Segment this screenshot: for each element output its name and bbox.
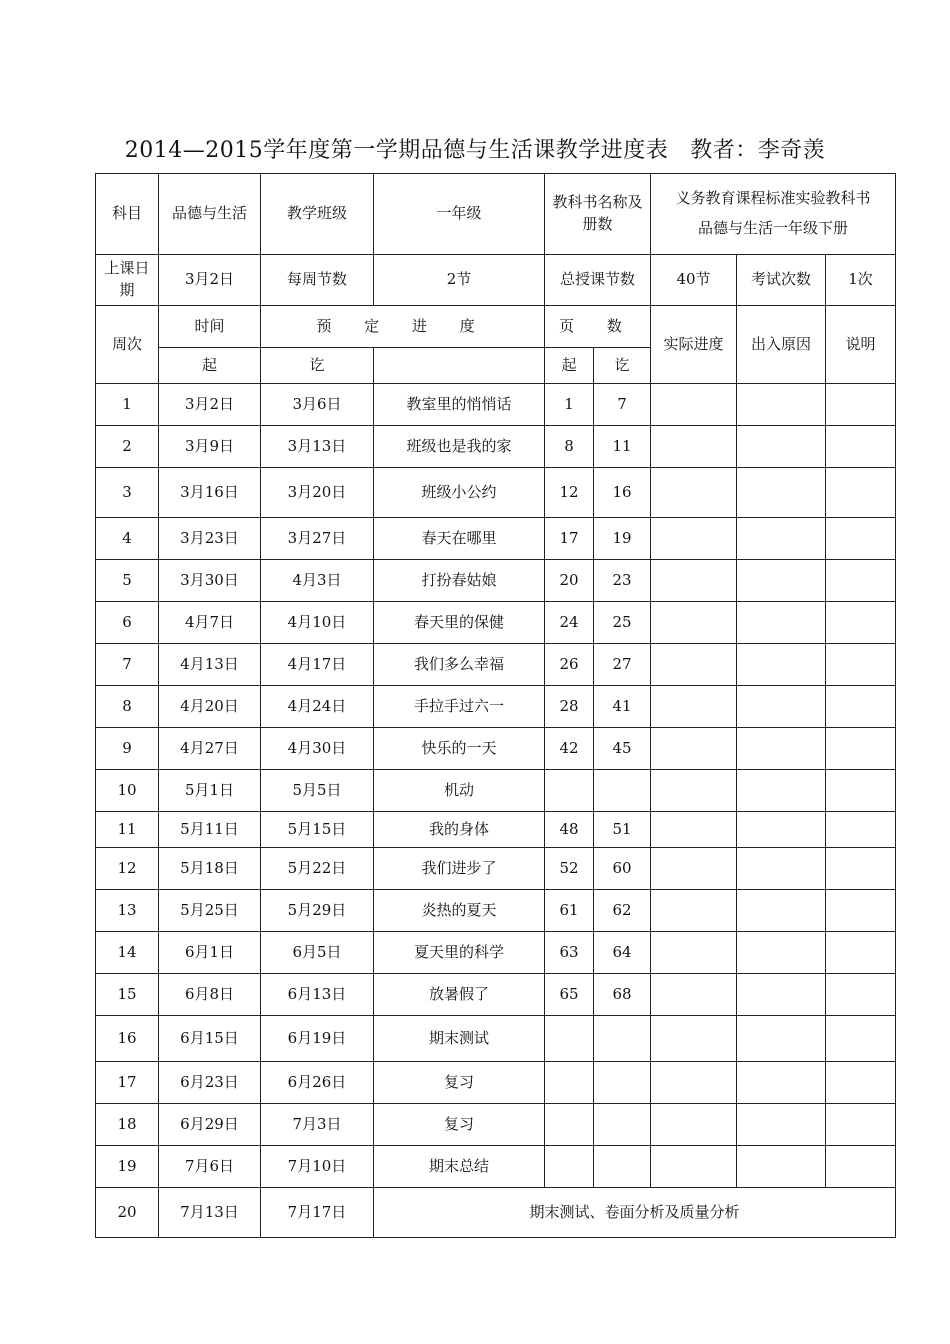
week-cell: 18 [96,1104,159,1146]
from-date-cell: 3月9日 [159,426,261,468]
page-from-cell: 24 [545,602,594,644]
week-cell: 14 [96,932,159,974]
note-cell [826,644,896,686]
page-to-cell: 7 [594,384,651,426]
actual-cell [651,974,737,1016]
textbook-line1: 义务教育课程标准实验教科书 [675,189,871,208]
start-date-value: 3月2日 [159,255,261,306]
from-date-cell: 3月23日 [159,518,261,560]
page-from-cell [545,1062,594,1104]
to-date-cell: 4月24日 [261,686,374,728]
week-cell: 1 [96,384,159,426]
content-cell: 我们多么幸福 [374,644,545,686]
note-cell [826,932,896,974]
reason-cell [737,560,826,602]
actual-cell [651,686,737,728]
from-date-cell: 5月18日 [159,848,261,890]
to-date-cell: 5月22日 [261,848,374,890]
title-main: 2014—2015学年度第一学期品德与生活课教学进度表 [124,138,669,163]
page-to-cell: 51 [594,812,651,848]
week-cell: 17 [96,1062,159,1104]
from-date-cell: 7月6日 [159,1146,261,1188]
page-from-cell: 63 [545,932,594,974]
page-to-cell: 68 [594,974,651,1016]
to-date-cell: 7月17日 [261,1188,374,1238]
actual-cell [651,468,737,518]
from-date-cell: 3月2日 [159,384,261,426]
page-to-cell: 16 [594,468,651,518]
table-row [96,468,896,518]
class-label: 教学班级 [261,174,374,255]
table-row [96,728,896,770]
table-row [96,1104,896,1146]
from-date-cell: 5月25日 [159,890,261,932]
info-row-1 [96,174,896,255]
actual-cell [651,770,737,812]
table-row [96,890,896,932]
page-to-cell: 60 [594,848,651,890]
note-cell [826,848,896,890]
reason-cell [737,1062,826,1104]
page-to-cell [594,1146,651,1188]
content-cell: 期末测试 [374,1016,545,1062]
header-actual: 实际进度 [651,306,737,384]
note-cell [826,560,896,602]
weekly-label: 每周节数 [261,255,374,306]
note-cell [826,426,896,468]
page-to-cell: 11 [594,426,651,468]
from-date-cell: 6月23日 [159,1062,261,1104]
textbook-value [651,174,896,255]
header-reason: 出入原因 [737,306,826,384]
schedule-table [95,173,896,1238]
week-cell: 9 [96,728,159,770]
from-date-cell: 4月7日 [159,602,261,644]
week-cell: 20 [96,1188,159,1238]
table-row [96,518,896,560]
note-cell [826,728,896,770]
to-date-cell: 3月27日 [261,518,374,560]
to-date-cell: 6月26日 [261,1062,374,1104]
week-cell: 7 [96,644,159,686]
page-from-cell [545,1146,594,1188]
page-to-cell: 62 [594,890,651,932]
actual-cell [651,728,737,770]
info-row-2 [96,255,896,306]
start-date-label: 上课日期 [96,255,159,306]
content-cell: 复习 [374,1104,545,1146]
actual-cell [651,932,737,974]
from-date-cell: 6月8日 [159,974,261,1016]
reason-cell [737,812,826,848]
to-date-cell: 4月30日 [261,728,374,770]
actual-cell [651,1146,737,1188]
header-row-1 [96,306,896,348]
actual-cell [651,426,737,468]
week-cell: 8 [96,686,159,728]
page-from-cell: 20 [545,560,594,602]
reason-cell [737,1104,826,1146]
content-cell: 快乐的一天 [374,728,545,770]
page-from-cell: 42 [545,728,594,770]
note-cell [826,602,896,644]
header-page-from: 起 [545,348,594,384]
page-to-cell: 27 [594,644,651,686]
header-pages: 页 数 [545,306,651,348]
page-to-cell: 25 [594,602,651,644]
reason-cell [737,384,826,426]
note-cell [826,770,896,812]
page-from-cell: 17 [545,518,594,560]
title-teacher: 教者：李奇羡 [690,138,826,163]
page-to-cell: 64 [594,932,651,974]
header-page-to: 讫 [594,348,651,384]
page-from-cell: 61 [545,890,594,932]
note-cell [826,468,896,518]
content-cell: 复习 [374,1062,545,1104]
week-cell: 10 [96,770,159,812]
page-title [0,133,950,164]
note-cell [826,1062,896,1104]
page-from-cell: 52 [545,848,594,890]
page-from-cell: 1 [545,384,594,426]
note-cell [826,1146,896,1188]
to-date-cell: 7月3日 [261,1104,374,1146]
week-cell: 19 [96,1146,159,1188]
table-row [96,426,896,468]
content-cell: 我们进步了 [374,848,545,890]
note-cell [826,890,896,932]
actual-cell [651,644,737,686]
week-cell: 4 [96,518,159,560]
to-date-cell: 6月13日 [261,974,374,1016]
table-row [96,1016,896,1062]
textbook-label: 教科书名称及册数 [545,174,651,255]
page-to-cell [594,1016,651,1062]
week-cell: 15 [96,974,159,1016]
note-cell [826,686,896,728]
actual-cell [651,1062,737,1104]
content-cell: 放暑假了 [374,974,545,1016]
to-date-cell: 3月20日 [261,468,374,518]
table-row [96,1146,896,1188]
reason-cell [737,1146,826,1188]
class-value: 一年级 [374,174,545,255]
reason-cell [737,602,826,644]
total-value: 40节 [651,255,737,306]
reason-cell [737,426,826,468]
reason-cell [737,932,826,974]
content-cell: 机动 [374,770,545,812]
table-row [96,1062,896,1104]
week-cell: 2 [96,426,159,468]
actual-cell [651,1016,737,1062]
actual-cell [651,1104,737,1146]
note-cell [826,1104,896,1146]
from-date-cell: 4月20日 [159,686,261,728]
content-cell: 期末总结 [374,1146,545,1188]
reason-cell [737,1016,826,1062]
from-date-cell: 7月13日 [159,1188,261,1238]
subject-label: 科目 [96,174,159,255]
page-to-cell: 19 [594,518,651,560]
table-row [96,770,896,812]
content-cell: 春天在哪里 [374,518,545,560]
from-date-cell: 5月11日 [159,812,261,848]
content-cell: 期末测试、卷面分析及质量分析 [374,1188,896,1238]
table-row [96,644,896,686]
to-date-cell: 6月5日 [261,932,374,974]
note-cell [826,384,896,426]
page-to-cell: 45 [594,728,651,770]
table-row [96,384,896,426]
to-date-cell: 3月6日 [261,384,374,426]
actual-cell [651,890,737,932]
from-date-cell: 6月1日 [159,932,261,974]
table-row [96,560,896,602]
reason-cell [737,848,826,890]
textbook-line2: 品德与生活一年级下册 [697,219,848,237]
table-row [96,932,896,974]
note-cell [826,1016,896,1062]
to-date-cell: 3月13日 [261,426,374,468]
page-to-cell [594,770,651,812]
week-cell: 6 [96,602,159,644]
actual-cell [651,848,737,890]
header-content-blank [374,348,545,384]
actual-cell [651,812,737,848]
week-cell: 12 [96,848,159,890]
header-plan: 预 定 进 度 [261,306,545,348]
table-row [96,686,896,728]
week-cell: 13 [96,890,159,932]
note-cell [826,974,896,1016]
from-date-cell: 6月15日 [159,1016,261,1062]
actual-cell [651,384,737,426]
subject-value: 品德与生活 [159,174,261,255]
content-cell: 我的身体 [374,812,545,848]
page-from-cell [545,770,594,812]
reason-cell [737,518,826,560]
reason-cell [737,728,826,770]
header-note: 说明 [826,306,896,384]
table-row [96,848,896,890]
page-from-cell: 12 [545,468,594,518]
from-date-cell: 4月13日 [159,644,261,686]
from-date-cell: 4月27日 [159,728,261,770]
from-date-cell: 3月16日 [159,468,261,518]
reason-cell [737,770,826,812]
actual-cell [651,560,737,602]
content-cell: 打扮春姑娘 [374,560,545,602]
page-from-cell: 8 [545,426,594,468]
week-cell: 3 [96,468,159,518]
actual-cell [651,518,737,560]
week-cell: 16 [96,1016,159,1062]
to-date-cell: 6月19日 [261,1016,374,1062]
page-from-cell: 28 [545,686,594,728]
content-cell: 教室里的悄悄话 [374,384,545,426]
to-date-cell: 5月29日 [261,890,374,932]
reason-cell [737,686,826,728]
note-cell [826,518,896,560]
page-to-cell [594,1062,651,1104]
reason-cell [737,974,826,1016]
header-from: 起 [159,348,261,384]
header-to: 讫 [261,348,374,384]
from-date-cell: 6月29日 [159,1104,261,1146]
from-date-cell: 5月1日 [159,770,261,812]
page-to-cell: 41 [594,686,651,728]
actual-cell [651,602,737,644]
weekly-value: 2节 [374,255,545,306]
reason-cell [737,890,826,932]
header-week: 周次 [96,306,159,384]
to-date-cell: 5月5日 [261,770,374,812]
page-to-cell: 23 [594,560,651,602]
content-cell: 班级也是我的家 [374,426,545,468]
table-row [96,602,896,644]
reason-cell [737,468,826,518]
to-date-cell: 7月10日 [261,1146,374,1188]
content-cell: 春天里的保健 [374,602,545,644]
page-from-cell: 65 [545,974,594,1016]
header-time: 时间 [159,306,261,348]
page-from-cell: 26 [545,644,594,686]
table-row [96,974,896,1016]
exam-value: 1次 [826,255,896,306]
to-date-cell: 5月15日 [261,812,374,848]
exam-label: 考试次数 [737,255,826,306]
table-row [96,812,896,848]
from-date-cell: 3月30日 [159,560,261,602]
content-cell: 夏天里的科学 [374,932,545,974]
page-from-cell: 48 [545,812,594,848]
content-cell: 炎热的夏天 [374,890,545,932]
note-cell [826,812,896,848]
content-cell: 班级小公约 [374,468,545,518]
week-cell: 5 [96,560,159,602]
page-from-cell [545,1016,594,1062]
reason-cell [737,644,826,686]
to-date-cell: 4月17日 [261,644,374,686]
to-date-cell: 4月10日 [261,602,374,644]
page-to-cell [594,1104,651,1146]
content-cell: 手拉手过六一 [374,686,545,728]
total-label: 总授课节数 [545,255,651,306]
page-from-cell [545,1104,594,1146]
week-cell: 11 [96,812,159,848]
table-row-last [96,1188,896,1238]
to-date-cell: 4月3日 [261,560,374,602]
